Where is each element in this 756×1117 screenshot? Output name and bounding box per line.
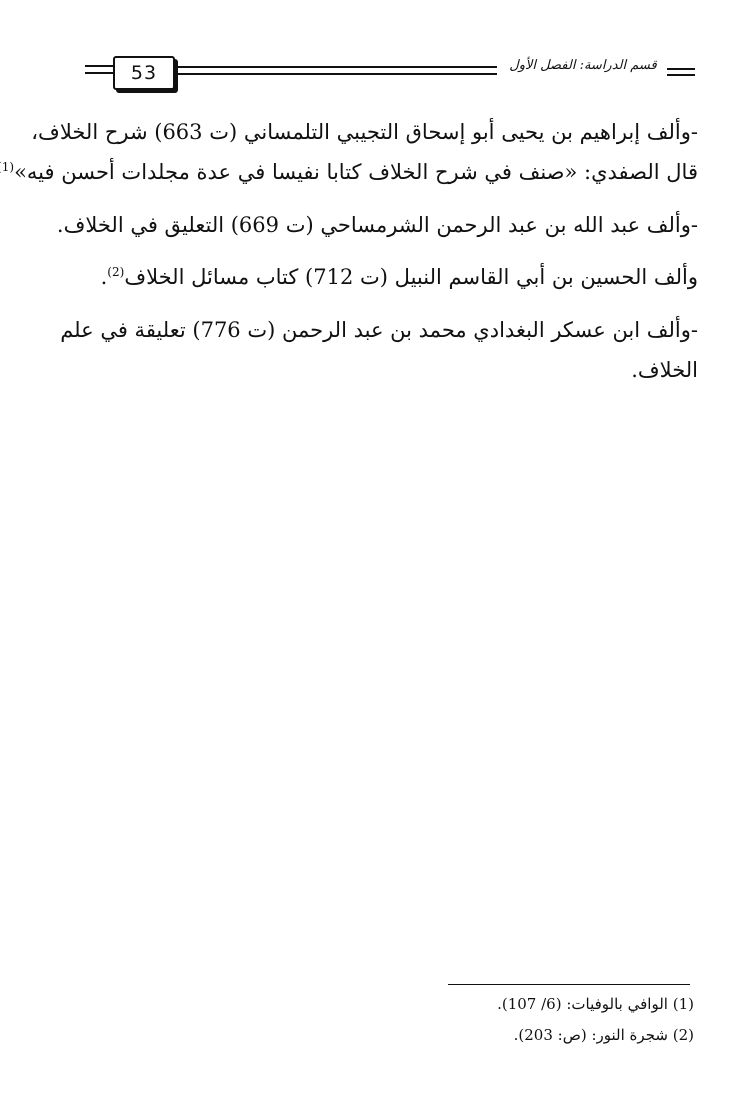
- paragraph-4-line-2: الخلاف.: [631, 358, 698, 382]
- footnote-1-number: (1): [672, 995, 694, 1013]
- footnote-2-text: شجرة النور: (ص: 203).: [513, 1026, 668, 1044]
- paragraph-1-line-2: [0, 160, 698, 184]
- paragraph-1-line-1: -وألف إبراهيم بن يحيى أبو إسحاق التجيبي التلمساني (ت 663) شرح الخلاف،: [31, 120, 698, 144]
- page-number: 53: [113, 56, 175, 90]
- footnote-separator: [448, 984, 690, 985]
- footnote-1: [497, 995, 694, 1013]
- header-rule-middle: [175, 66, 497, 75]
- paragraph-4-line-1: -وألف ابن عسكر البغدادي محمد بن عبد الرحمن (ت 776) تعليقة في علم: [60, 318, 698, 342]
- header-rule-left: [85, 65, 115, 74]
- paragraph-3-text: وألف الحسين بن أبي القاسم النبيل (ت 712) كتاب مسائل الخلاف: [124, 265, 698, 289]
- footnote-ref-1: (1: [1, 160, 15, 174]
- footnote-2: [514, 1026, 694, 1044]
- footnote-ref-2: (2): [107, 265, 125, 279]
- footnote-1-text: الوافي بالوفيات: (6/ 107).: [497, 995, 668, 1013]
- footnote-2-number: (2): [672, 1026, 694, 1044]
- header-rule-right: [667, 68, 695, 76]
- paragraph-1-line-2-text: قال الصفدي: «صنف في شرح الخلاف كتابا نفيسا في عدة مجلدات أحسن فيه»: [14, 160, 698, 184]
- section-title: قسم الدراسة: الفصل الأول: [509, 58, 657, 73]
- paragraph-3: [101, 265, 698, 289]
- paragraph-2: -وألف عبد الله بن عبد الرحمن الشرمساحي (ت 669) التعليق في الخلاف.: [56, 213, 698, 237]
- paragraph-3-end: .: [100, 265, 108, 289]
- page-header: [85, 50, 695, 94]
